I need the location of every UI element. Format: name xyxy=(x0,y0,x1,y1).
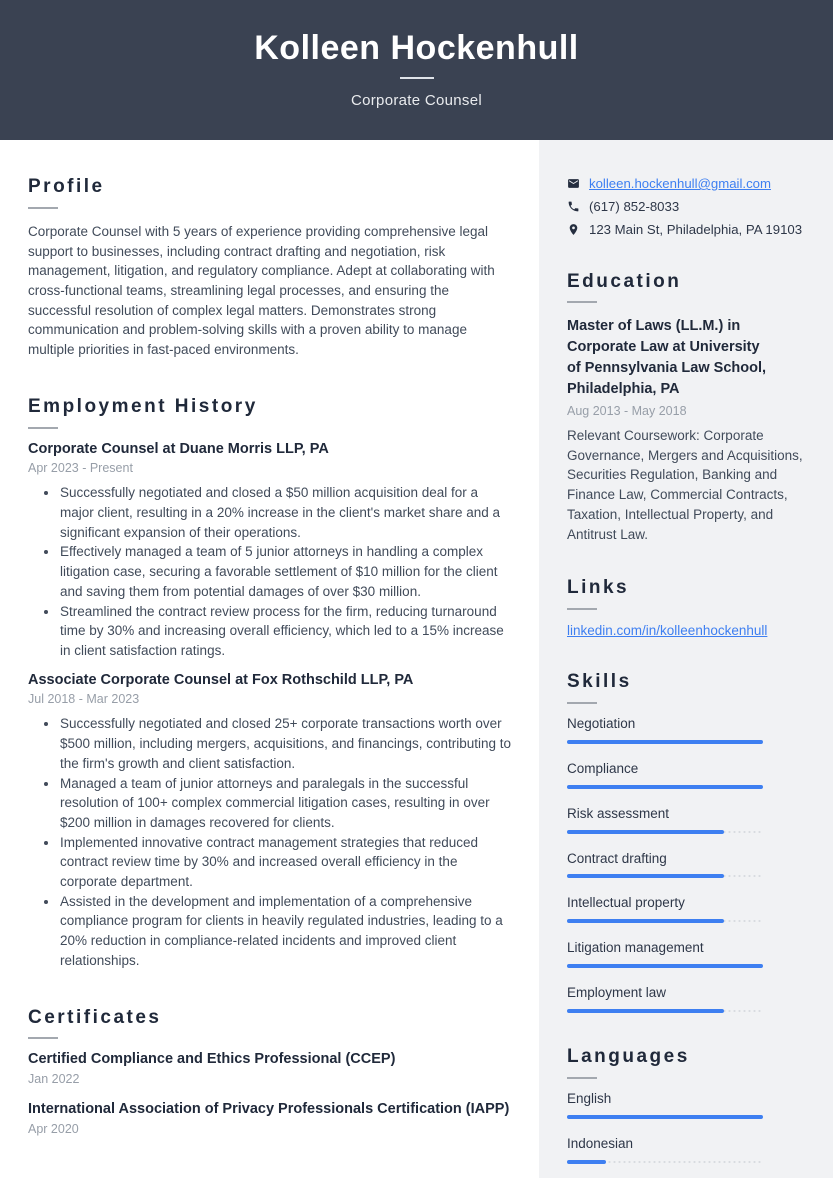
language-row xyxy=(567,1136,805,1164)
skill-name: Contract drafting xyxy=(567,850,667,866)
skills-section xyxy=(567,671,805,1013)
sidebar xyxy=(539,140,833,1178)
skill-row xyxy=(567,895,805,923)
jobs-list xyxy=(28,440,513,971)
envelope-icon xyxy=(567,177,580,190)
education-degree: Master of Laws (LL.M.) in Corporate Law at University of Pennsylvania Law School, Philadelphia, PA xyxy=(567,318,767,398)
phone-number: (617) 852-8033 xyxy=(589,198,680,214)
skill-name: Intellectual property xyxy=(567,895,685,911)
contact-phone-row xyxy=(567,199,805,215)
languages-heading: Languages xyxy=(567,1046,690,1068)
heading-rule xyxy=(28,427,58,429)
skill-name: English xyxy=(567,1090,612,1106)
main-column xyxy=(0,140,539,1178)
languages-section xyxy=(567,1046,805,1164)
certificate-date: Jan 2022 xyxy=(28,1072,80,1087)
job-entry xyxy=(28,440,513,661)
skill-name: Litigation management xyxy=(567,940,704,956)
job-title: Associate Corporate Counsel at Fox Rothschild LLP, PA xyxy=(28,671,414,688)
heading-rule xyxy=(28,1037,58,1039)
skill-row xyxy=(567,761,805,789)
skill-row xyxy=(567,716,805,744)
profile-heading: Profile xyxy=(28,176,105,197)
skill-bar-fill xyxy=(567,919,724,923)
skill-row xyxy=(567,940,805,968)
contact-section xyxy=(567,176,805,238)
heading-rule xyxy=(567,1077,597,1079)
linkedin-link[interactable]: linkedin.com/in/kolleenhockenhull xyxy=(567,623,768,639)
skill-bar-track xyxy=(567,785,763,789)
skill-bar-fill xyxy=(567,964,763,968)
skill-bar-fill xyxy=(567,785,763,789)
job-dates: Apr 2023 - Present xyxy=(28,460,133,475)
job-bullet: • Managed a team of junior attorneys and paralegals in the successful resolution of 100+ complex commercial litigation cases, resulting in over $200 million in damages recovered for clients. xyxy=(59,774,513,833)
education-dates: Aug 2013 - May 2018 xyxy=(567,404,687,419)
skill-bar-fill xyxy=(567,740,763,744)
skill-bar-fill xyxy=(567,1115,763,1119)
skill-bar-track xyxy=(567,964,763,968)
education-section xyxy=(567,271,805,545)
certificate-entry xyxy=(28,1100,513,1137)
skill-row xyxy=(567,806,805,834)
employment-heading: Employment History xyxy=(28,395,258,417)
certificate-date: Apr 2020 xyxy=(28,1121,79,1136)
profile-section xyxy=(28,176,513,360)
language-row xyxy=(567,1091,805,1119)
skill-bar-fill xyxy=(567,830,724,834)
skill-bar-track xyxy=(567,874,763,878)
contact-address-row xyxy=(567,222,805,238)
heading-rule xyxy=(567,702,597,704)
address-text: 123 Main St, Philadelphia, PA 19103 xyxy=(589,221,803,237)
certificate-title: International Association of Privacy Professionals Certification (IAPP) xyxy=(28,1100,510,1117)
certificate-entry xyxy=(28,1050,513,1087)
job-bullets xyxy=(28,483,513,660)
certificates-section xyxy=(28,1007,513,1138)
skill-row xyxy=(567,851,805,879)
links-item xyxy=(567,623,805,638)
certificate-title: Certified Compliance and Ethics Professional (CCEP) xyxy=(28,1051,396,1068)
job-title: Corporate Counsel at Duane Morris LLP, PA xyxy=(28,440,329,457)
email-link[interactable]: kolleen.hockenhull@gmail.com xyxy=(589,176,771,191)
job-bullet: • Assisted in the development and implementation of a comprehensive compliance program for clients in heavily regulated industries, leading to a 20% reduction in compliance-related incidents and improved client relationships. xyxy=(59,892,513,971)
skill-row xyxy=(567,985,805,1013)
employment-section xyxy=(28,396,513,971)
heading-rule xyxy=(567,608,597,610)
skill-name: Negotiation xyxy=(567,715,636,731)
heading-rule xyxy=(28,207,58,209)
job-entry xyxy=(28,671,513,971)
certificates-list xyxy=(28,1050,513,1137)
job-bullet: • Successfully negotiated and closed a $50 million acquisition deal for a major client, resulting in a 20% increase in the client's market share and a significant expansion of their operations. xyxy=(59,483,513,542)
person-job-title: Corporate Counsel xyxy=(350,92,482,109)
contact-email-row xyxy=(567,176,805,192)
links-section xyxy=(567,577,805,638)
links-heading: Links xyxy=(567,577,630,599)
phone-icon xyxy=(567,200,580,213)
location-pin-icon xyxy=(567,223,580,236)
languages-list xyxy=(567,1091,805,1164)
job-bullet: • Streamlined the contract review process for the firm, reducing turnaround time by 30% and increasing overall efficiency, which led to a 15% increase in client satisfaction ratings. xyxy=(59,602,513,661)
job-dates: Jul 2018 - Mar 2023 xyxy=(28,691,140,706)
skill-name: Employment law xyxy=(567,985,667,1001)
skill-bar-track xyxy=(567,740,763,744)
skill-bar-track xyxy=(567,919,763,923)
skill-name: Compliance xyxy=(567,760,639,776)
resume-header xyxy=(0,0,833,140)
skill-name: Risk assessment xyxy=(567,805,670,821)
skill-bar-fill xyxy=(567,1009,724,1013)
skill-bar-track xyxy=(567,1009,763,1013)
header-divider xyxy=(400,77,434,79)
job-bullets xyxy=(28,714,513,970)
job-bullet: • Implemented innovative contract management strategies that reduced contract review time by 30% and increased overall efficiency in the corporate department. xyxy=(59,833,513,892)
education-description: Relevant Coursework: Corporate Governance, Mergers and Acquisitions, Securities Regulation, Banking and Finance Law, Commercial Contracts, Taxation, Intellectual Property, and Antitrust Law. xyxy=(567,428,803,542)
certificates-heading: Certificates xyxy=(28,1006,162,1028)
skill-bar-track xyxy=(567,1115,763,1119)
skills-list xyxy=(567,716,805,1013)
education-heading: Education xyxy=(567,270,682,292)
job-bullet: • Successfully negotiated and closed 25+ corporate transactions worth over $500 million, including mergers, acquisitions, and financings, contributing to the firm's growth and client satisfaction. xyxy=(59,714,513,773)
skill-bar-track xyxy=(567,830,763,834)
person-name: Kolleen Hockenhull xyxy=(254,29,579,67)
skill-bar-track xyxy=(567,1160,763,1164)
skill-bar-fill xyxy=(567,874,724,878)
skill-bar-fill xyxy=(567,1160,606,1164)
skill-name: Indonesian xyxy=(567,1135,634,1151)
profile-text: Corporate Counsel with 5 years of experience providing comprehensive legal support to businesses, including contract drafting and negotiation, risk management, litigation, and regulatory compliance. Adept at collaborating with cross-functional teams, streamlining legal processes, and ensuring the successful resolution of complex legal matters. Demonstrates strong communication and problem-solving skills with a proven ability to manage multiple priorities in fast-paced environments. xyxy=(28,223,495,358)
skills-heading: Skills xyxy=(567,671,632,693)
job-bullet: • Effectively managed a team of 5 junior attorneys in handling a complex litigation case, securing a favorable settlement of $10 million for the client and saving them from potential damages of over $30 million. xyxy=(59,542,513,601)
heading-rule xyxy=(567,301,597,303)
